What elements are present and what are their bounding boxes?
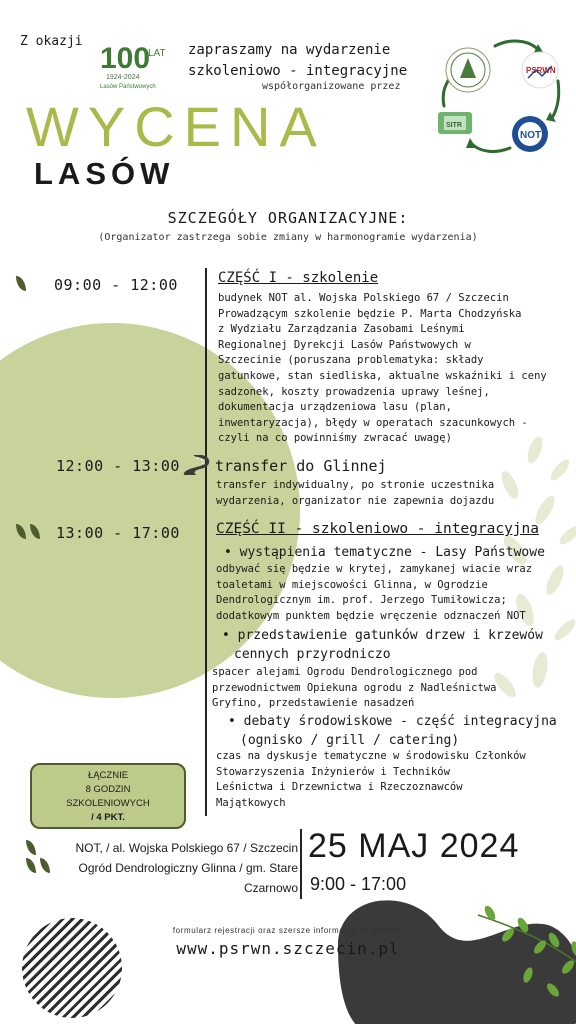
schedule-description-1	[218, 291, 568, 447]
description-line: Regionalnej Dyrekcji Lasów Państwowych w	[218, 338, 471, 351]
description-line: sadzonek, koszty prowadzenia uprawy leśnej,	[218, 385, 490, 398]
bullet-label-line: • przedstawienie gatunków drzew i krzewów	[222, 628, 543, 643]
coorganized-label: współorganizowane przez	[262, 81, 401, 92]
invite-line-1: zapraszamy na wydarzenie	[188, 42, 391, 58]
title-lasow: LASÓW	[34, 156, 175, 191]
description-line: przewodnictwem Opiekuna ogrodu z Nadleśnictwa	[212, 681, 497, 694]
road-icon	[180, 453, 212, 477]
website-link[interactable]: www.psrwn.szczecin.pl	[176, 939, 400, 958]
venue-line: Ogród Dendrologiczny Glinna / gm. Stare	[78, 861, 298, 875]
event-date: 25 MAJ 2024	[308, 827, 520, 865]
not-label: NOT	[520, 130, 542, 141]
partner-logos	[430, 36, 570, 161]
bullet-label-line: cennych przyrodniczo	[234, 647, 391, 662]
schedule-time-3: 13:00 - 17:00	[56, 524, 180, 542]
description-line: Dendrologicznym im. prof. Jerzego Tumiłowicza;	[216, 594, 507, 607]
bullet-topic-3	[228, 712, 557, 750]
bullet-description-3	[216, 749, 571, 811]
venue-line: NOT, / al. Wojska Polskiego 67 / Szczecin	[75, 841, 298, 855]
bullet-topic-1: • wystąpienia tematyczne - Lasy Państwowe	[224, 545, 545, 560]
description-line: inwentaryzacja), błędy w operatach szacunkowych -	[218, 416, 528, 429]
sitr-label: SITR	[446, 122, 462, 129]
schedule-description-2	[216, 478, 566, 509]
occasion-label: Z okazji	[20, 34, 83, 49]
description-line: odbywać się będzie w krytej, zamykanej wiacie wraz	[216, 563, 533, 575]
event-hours: 9:00 - 17:00	[310, 874, 407, 894]
schedule-title-3: CZĘŚĆ II - szkoleniowo - integracyjna	[216, 521, 540, 537]
description-line: transfer indywidualny, po stronie uczestnika	[216, 479, 495, 491]
not-logo	[512, 116, 548, 152]
bullet-description-2	[212, 665, 567, 712]
details-note: (Organizator zastrzega sobie zmiany w harmonogramie wydarzenia)	[98, 232, 478, 243]
description-line: Prowadzącym szkolenie będzie P. Marta Chodzyńska	[218, 307, 522, 320]
anniversary-years: 1924-2024	[106, 74, 140, 81]
description-line: Leśnictwa i Drzewnictwa i Rzeczoznawców	[216, 781, 463, 794]
anniversary-logo	[98, 38, 176, 90]
anniversary-number: 100	[100, 42, 151, 75]
description-line: Stowarzyszenia Inżynierów i Techników	[216, 765, 450, 778]
venue-line: Czarnowo	[243, 881, 298, 895]
description-line: wydarzenia, organizator nie zapewnia dojazdu	[216, 494, 495, 507]
bullet-label-line: • debaty środowiskowe - część integracyjna	[228, 714, 557, 729]
description-line: dodatkowym punktem będzie wręczenie odznaczeń NOT	[216, 609, 526, 622]
total-box-line: ŁĄCZNIE	[87, 770, 129, 781]
psrwn-logo	[522, 52, 558, 88]
schedule-time-1: 09:00 - 12:00	[54, 276, 178, 294]
total-box-line: SZKOLENIOWYCH	[66, 798, 150, 809]
bullet-label-line: (ognisko / grill / catering)	[240, 733, 460, 748]
anniversary-org: Lasów Państwowych	[100, 84, 156, 90]
details-heading: SZCZEGÓŁY ORGANIZACYJNE:	[167, 209, 409, 227]
description-line: Majątkowych	[216, 796, 286, 809]
date-divider	[300, 829, 302, 899]
total-box-line: 8 GODZIN	[85, 784, 131, 795]
venue-address	[20, 838, 298, 898]
psrwn-label: PSRWN	[526, 66, 556, 75]
anniversary-suffix: LAT	[148, 48, 166, 59]
description-line: toaletami w miejscowości Glinna, w Ogrodzie	[216, 578, 488, 591]
description-line: dokumentacja urządzeniowa lasu (plan,	[218, 401, 452, 414]
invite-text	[188, 40, 407, 82]
description-line: Gryfino, przedstawienie nasadzeń	[212, 697, 415, 710]
bullet-description-1	[216, 562, 571, 624]
sitr-logo	[438, 112, 472, 134]
bullet-topic-2	[222, 626, 543, 664]
description-line: budynek NOT al. Wojska Polskiego 67 / Szczecin	[218, 292, 509, 304]
title-wycena: WYCENA	[26, 95, 326, 158]
description-line: spacer alejami Ogrodu Dendrologicznego pod	[212, 666, 478, 678]
description-line: gatunkowe, stan siedliska, aktualne wskaźniki i ceny	[218, 369, 547, 382]
schedule-title-1: CZĘŚĆ I - szkolenie	[218, 270, 379, 286]
description-line: z Wydziału Zarządzania Zasobami Leśnymi	[218, 323, 465, 336]
leaf-icon	[16, 276, 26, 291]
schedule-title-2: transfer do Glinnej	[215, 457, 387, 475]
timeline-divider	[205, 268, 207, 816]
invite-line-2: szkoleniowo - integracyjne	[188, 63, 408, 79]
total-hours-box	[30, 763, 186, 829]
lasy-panstwowe-logo	[446, 48, 490, 92]
description-line: czas na dyskusje tematyczne w środowisku Członków	[216, 750, 526, 762]
description-line: Szczecinie (poruszana problematyka: składy	[218, 354, 484, 367]
schedule-time-2: 12:00 - 13:00	[56, 457, 180, 475]
registration-note: formularz rejestracji oraz szersze informacje na stronie:	[172, 926, 404, 935]
cycle-arrow-icon	[495, 41, 538, 50]
description-line: czyli na co powinniśmy zwracać uwagę)	[218, 432, 452, 445]
total-box-points: / 4 PKT.	[91, 812, 125, 823]
